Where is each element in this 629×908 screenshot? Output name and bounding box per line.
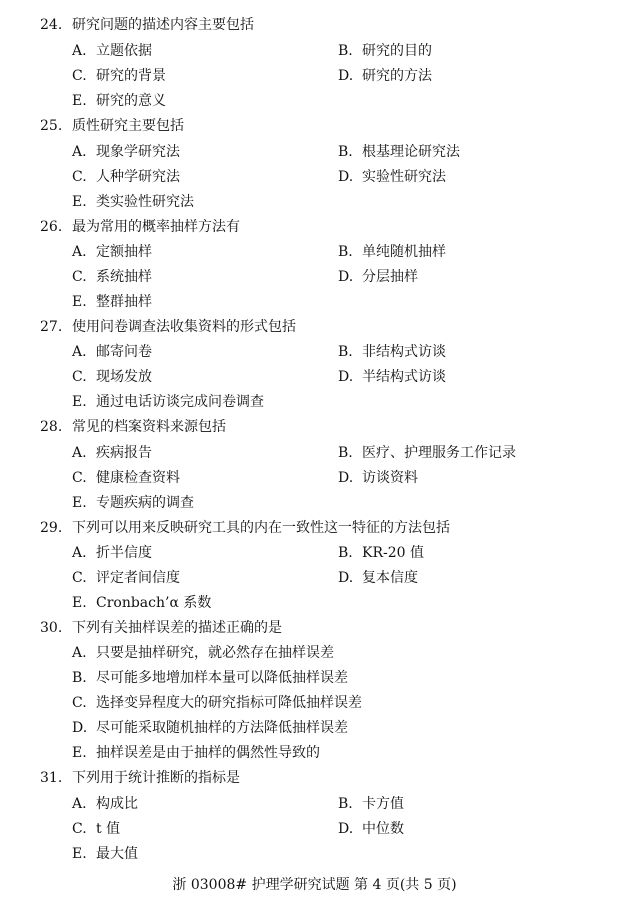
- option-text: KR-20 值: [362, 545, 424, 561]
- question-text: 研究问题的描述内容主要包括: [72, 17, 254, 33]
- question-stem: [40, 619, 282, 637]
- option-e: [72, 845, 138, 863]
- option-text: 只要是抽样研究，就必然存在抽样误差: [96, 645, 334, 661]
- option-b: [338, 444, 516, 462]
- option-letter: A.: [72, 244, 87, 260]
- option-letter: E.: [72, 294, 87, 310]
- option-a: [72, 343, 152, 361]
- option-text: 研究的方法: [362, 68, 432, 84]
- option-letter: C.: [72, 695, 87, 711]
- option-c: [72, 67, 166, 85]
- option-text: 折半信度: [96, 545, 152, 561]
- option-letter: C.: [72, 470, 87, 486]
- question-number: 31.: [40, 770, 63, 786]
- option-text: 分层抽样: [362, 269, 418, 285]
- option-letter: B.: [338, 796, 353, 812]
- option-letter: D.: [72, 720, 88, 736]
- option-letter: D.: [338, 821, 354, 837]
- option-text: 健康检查资料: [96, 470, 180, 486]
- option-d: [338, 569, 418, 587]
- option-letter: A.: [72, 645, 87, 661]
- option-c: [72, 694, 362, 712]
- option-letter: E.: [72, 194, 87, 210]
- option-letter: A.: [72, 796, 87, 812]
- option-text: 根基理论研究法: [362, 144, 460, 160]
- option-letter: B.: [338, 445, 353, 461]
- option-letter: D.: [338, 570, 354, 586]
- option-letter: E.: [72, 745, 87, 761]
- option-letter: B.: [338, 545, 353, 561]
- option-text: 研究的意义: [96, 93, 166, 109]
- option-letter: B.: [72, 670, 87, 686]
- option-text: 研究的背景: [96, 68, 166, 84]
- option-c: [72, 168, 180, 186]
- option-letter: B.: [338, 43, 353, 59]
- option-letter: E.: [72, 846, 87, 862]
- option-text: 整群抽样: [96, 294, 152, 310]
- option-text: 研究的目的: [362, 43, 432, 59]
- question-text: 使用问卷调查法收集资料的形式包括: [72, 319, 296, 335]
- option-a: [72, 143, 180, 161]
- question-number: 29.: [40, 520, 63, 536]
- option-e: [72, 594, 211, 612]
- option-letter: A.: [72, 344, 87, 360]
- option-text: 半结构式访谈: [362, 369, 446, 385]
- option-d: [338, 368, 446, 386]
- option-text: 复本信度: [362, 570, 418, 586]
- option-letter: A.: [72, 144, 87, 160]
- option-text: t 值: [96, 821, 121, 837]
- option-c: [72, 368, 152, 386]
- option-text: 医疗、护理服务工作记录: [362, 445, 516, 461]
- option-e: [72, 494, 194, 512]
- option-letter: D.: [338, 169, 354, 185]
- option-letter: A.: [72, 545, 87, 561]
- option-text: 人种学研究法: [96, 169, 180, 185]
- option-d: [72, 719, 348, 737]
- option-letter: A.: [72, 43, 87, 59]
- option-b: [338, 243, 446, 261]
- option-letter: E.: [72, 595, 87, 611]
- option-c: [72, 569, 180, 587]
- question-number: 27.: [40, 319, 63, 335]
- option-letter: E.: [72, 93, 87, 109]
- option-d: [338, 820, 404, 838]
- option-text: 构成比: [96, 796, 138, 812]
- option-text: 非结构式访谈: [362, 344, 446, 360]
- question-stem: [40, 519, 450, 537]
- question-text: 最为常用的概率抽样方法有: [72, 219, 240, 235]
- option-d: [338, 268, 418, 286]
- option-e: [72, 393, 264, 411]
- option-a: [72, 444, 152, 462]
- question-number: 25.: [40, 118, 63, 134]
- option-letter: D.: [338, 369, 354, 385]
- page-footer: 浙 03008# 护理学研究试题 第 4 页(共 5 页): [172, 877, 457, 893]
- option-a: [72, 42, 152, 60]
- question-number: 24.: [40, 17, 63, 33]
- option-e: [72, 193, 194, 211]
- option-text: 尽可能多地增加样本量可以降低抽样误差: [96, 670, 348, 686]
- option-text: 专题疾病的调查: [96, 495, 194, 511]
- option-letter: B.: [338, 344, 353, 360]
- question-stem: [40, 769, 240, 787]
- option-letter: E.: [72, 394, 87, 410]
- option-text: 实验性研究法: [362, 169, 446, 185]
- option-d: [338, 469, 418, 487]
- question-text: 下列可以用来反映研究工具的内在一致性这一特征的方法包括: [72, 520, 450, 536]
- option-letter: C.: [72, 68, 87, 84]
- option-letter: C.: [72, 269, 87, 285]
- option-letter: C.: [72, 570, 87, 586]
- option-b: [338, 143, 460, 161]
- option-text: 抽样误差是由于抽样的偶然性导致的: [96, 745, 320, 761]
- option-letter: C.: [72, 169, 87, 185]
- option-letter: D.: [338, 68, 354, 84]
- question-number: 26.: [40, 219, 63, 235]
- option-text: 类实验性研究法: [96, 194, 194, 210]
- option-text: 最大值: [96, 846, 138, 862]
- option-e: [72, 92, 166, 110]
- option-text: 评定者间信度: [96, 570, 180, 586]
- option-letter: E.: [72, 495, 87, 511]
- question-stem: [40, 418, 226, 436]
- option-b: [338, 343, 446, 361]
- option-a: [72, 795, 138, 813]
- option-text: 单纯随机抽样: [362, 244, 446, 260]
- question-text: 常见的档案资料来源包括: [72, 419, 226, 435]
- question-stem: [40, 16, 254, 34]
- option-b: [338, 42, 432, 60]
- option-text: 通过电话访谈完成问卷调查: [96, 394, 264, 410]
- question-number: 30.: [40, 620, 63, 636]
- option-letter: D.: [338, 470, 354, 486]
- option-text: 选择变异程度大的研究指标可降低抽样误差: [96, 695, 362, 711]
- option-text: 访谈资料: [362, 470, 418, 486]
- option-c: [72, 268, 152, 286]
- question-text: 质性研究主要包括: [72, 118, 184, 134]
- option-letter: B.: [338, 244, 353, 260]
- option-text: 现场发放: [96, 369, 152, 385]
- option-letter: D.: [338, 269, 354, 285]
- question-stem: [40, 117, 184, 135]
- option-text: Cronbach’α 系数: [96, 595, 212, 611]
- option-text: 尽可能采取随机抽样的方法降低抽样误差: [96, 720, 348, 736]
- question-number: 28.: [40, 419, 63, 435]
- option-c: [72, 469, 180, 487]
- option-d: [338, 168, 446, 186]
- option-d: [338, 67, 432, 85]
- option-a: [72, 644, 334, 662]
- option-text: 中位数: [362, 821, 404, 837]
- option-letter: C.: [72, 821, 87, 837]
- option-e: [72, 744, 320, 762]
- option-a: [72, 544, 152, 562]
- option-a: [72, 243, 152, 261]
- option-b: [72, 669, 348, 687]
- option-b: [338, 795, 404, 813]
- option-text: 定额抽样: [96, 244, 152, 260]
- option-letter: B.: [338, 144, 353, 160]
- option-e: [72, 293, 152, 311]
- option-letter: C.: [72, 369, 87, 385]
- option-text: 现象学研究法: [96, 144, 180, 160]
- option-b: [338, 544, 424, 562]
- option-text: 系统抽样: [96, 269, 152, 285]
- option-letter: A.: [72, 445, 87, 461]
- question-text: 下列用于统计推断的指标是: [72, 770, 240, 786]
- option-text: 邮寄问卷: [96, 344, 152, 360]
- option-text: 疾病报告: [96, 445, 152, 461]
- question-stem: [40, 318, 296, 336]
- option-c: [72, 820, 120, 838]
- option-text: 卡方值: [362, 796, 404, 812]
- question-text: 下列有关抽样误差的描述正确的是: [72, 620, 282, 636]
- question-stem: [40, 218, 240, 236]
- option-text: 立题依据: [96, 43, 152, 59]
